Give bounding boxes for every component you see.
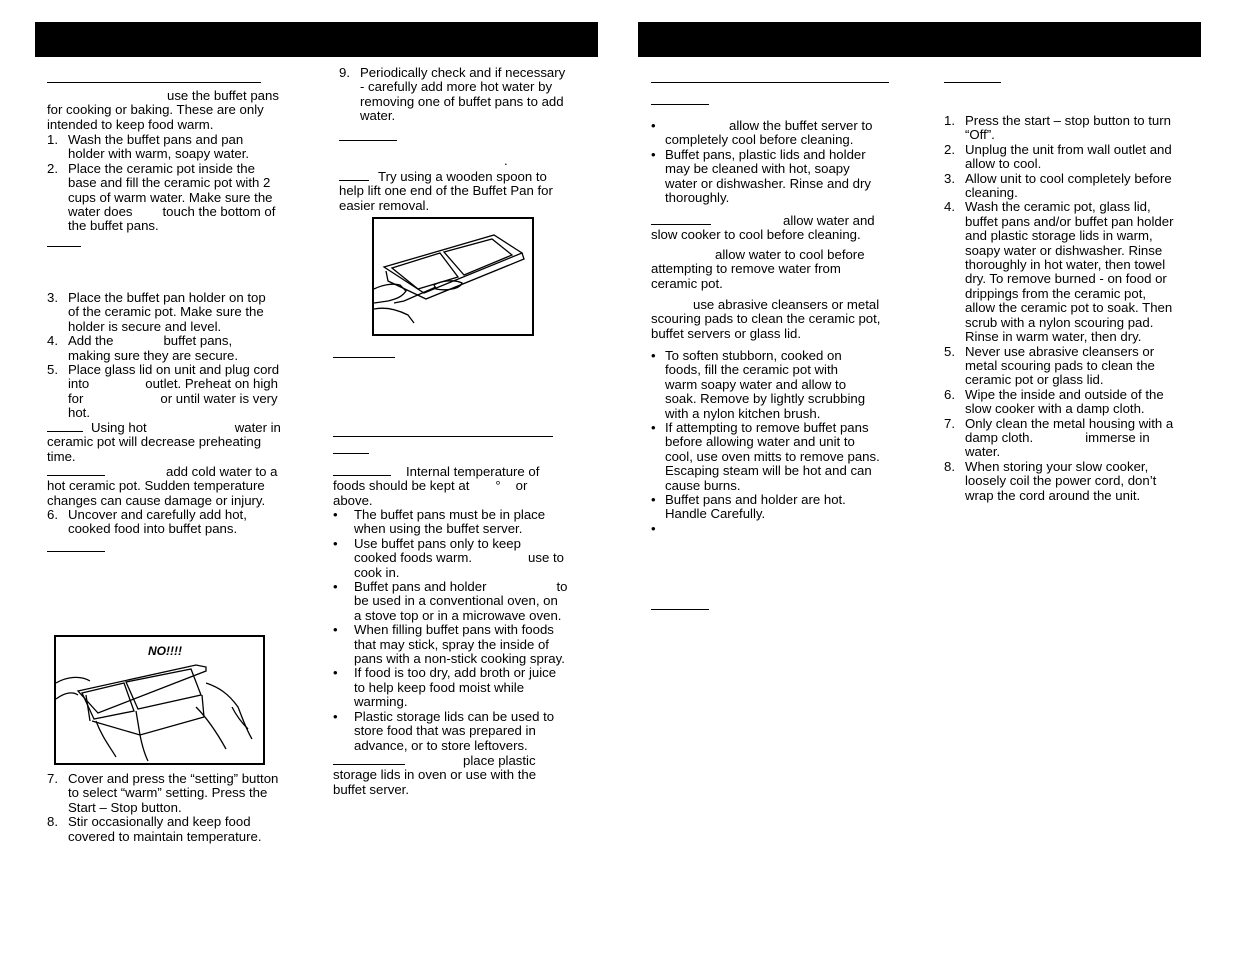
col3-heading-rule	[651, 82, 889, 83]
list-item	[333, 508, 589, 537]
no-warning-label: NO!!!!	[148, 644, 182, 658]
step-text: Periodically check and if necessary	[360, 65, 566, 80]
step-number: 4.	[47, 333, 58, 349]
bullet-text-part: to	[556, 579, 568, 595]
step-text: wrap the cord around the unit.	[965, 487, 1141, 503]
step-text: dry. To remove burned - on food or	[965, 271, 1167, 287]
step-text: cups of warm water. Make sure the	[68, 189, 273, 205]
temp-line	[333, 479, 589, 493]
step-text-part: Add the	[68, 333, 114, 349]
para-line: scouring pads to clean the ceramic pot,	[651, 311, 881, 327]
list-item	[333, 710, 589, 753]
bullet-text: Buffet pans, plastic lids and holder	[665, 146, 866, 162]
step-number: 9.	[339, 65, 350, 80]
tip-line: help lift one end of the Buffet Pan for	[339, 183, 553, 199]
col2-tip	[339, 169, 589, 213]
bullet-text: thoroughly.	[665, 190, 730, 206]
note-text: storage lids in oven or use with the	[333, 767, 537, 783]
tip-text: Try using a wooden spoon to	[378, 169, 547, 184]
step-text: allow to cool.	[965, 156, 1042, 172]
no-handling-illustration	[54, 635, 265, 765]
temp-text: or	[515, 478, 528, 494]
list-item	[944, 200, 1189, 344]
col4-steps	[944, 114, 1189, 503]
list-item	[47, 291, 292, 334]
col2-rule-2	[333, 357, 395, 358]
col1-subheading-rule	[47, 246, 81, 247]
temp-label-rule	[333, 464, 391, 476]
bullet-text: To soften stubborn, cooked on	[665, 348, 842, 363]
bullet-text-part: allow the buffet server to	[729, 118, 873, 133]
step-text-part: or until water is very	[160, 390, 278, 406]
warning-label-rule	[47, 464, 105, 476]
bullet-dot: •	[651, 520, 656, 536]
step-text: When storing your slow cooker,	[965, 458, 1149, 474]
step-text	[68, 392, 292, 406]
para-line: buffet servers or glass lid.	[651, 325, 802, 341]
bullet-text: a stove top or in a microwave oven.	[354, 607, 562, 623]
step-text: Wipe the inside and outside of the	[965, 386, 1164, 402]
step-number: 8.	[47, 814, 58, 830]
step-number: 2.	[944, 141, 955, 157]
list-item	[651, 493, 903, 522]
col1-caution-rule	[47, 551, 105, 552]
step-number: 6.	[47, 507, 58, 522]
list-item	[47, 334, 292, 363]
col1-tip	[47, 420, 292, 464]
plastic-lids-note	[333, 753, 589, 768]
step-text-part: for	[68, 390, 84, 406]
step-number: 2.	[47, 160, 58, 176]
step-text: Place glass lid on unit and plug cord	[68, 362, 280, 378]
para-line: slow cooker to cool before cleaning.	[651, 227, 861, 243]
tip-text: Using hot	[91, 420, 147, 435]
list-item	[651, 119, 903, 148]
step-text: of the ceramic pot. Make sure the	[68, 304, 264, 320]
col2-bullets	[333, 508, 589, 797]
step-text: loosely coil the power cord, don’t	[965, 473, 1157, 489]
para-text: allow water to cool before	[715, 247, 865, 262]
para-line	[651, 248, 903, 262]
bullet-dot: •	[333, 535, 338, 551]
warning-text: add cold water to a	[166, 464, 278, 479]
bullet-text: before allowing water and unit to	[665, 434, 855, 450]
para-label-rule	[651, 213, 711, 225]
list-item	[944, 114, 1189, 143]
step-number: 1.	[944, 113, 955, 128]
left-header-bar	[35, 22, 598, 57]
step-text: base and fill the ceramic pot with 2	[68, 175, 271, 191]
step-text: Uncover and carefully add hot,	[68, 507, 247, 522]
col2-dot	[504, 154, 508, 168]
bullet-dot: •	[333, 708, 338, 724]
step-text: Stir occasionally and keep food	[68, 814, 251, 830]
list-item	[333, 537, 589, 580]
list-item	[339, 66, 589, 124]
col1-warning	[47, 464, 292, 508]
bullet-text: warm soapy water and allow to	[665, 376, 847, 392]
note-text: buffet server.	[333, 781, 409, 797]
step-text: Start – Stop button.	[68, 799, 182, 815]
list-item	[47, 815, 292, 844]
list-item	[944, 388, 1189, 417]
bullet-text: store food that was prepared in	[354, 723, 536, 739]
temp-line	[333, 464, 589, 479]
step-text-part: damp cloth.	[965, 429, 1034, 445]
step-text: metal scouring pads to clean the	[965, 357, 1155, 373]
bullet-text: Buffet pans and holder are hot.	[665, 492, 846, 508]
step-text: Unplug the unit from wall outlet and	[965, 141, 1172, 157]
col1-steps-b	[47, 291, 292, 421]
bullet-text: when using the buffet server.	[354, 521, 523, 537]
bullet-text: water or dishwasher. Rinse and dry	[665, 175, 871, 191]
list-item	[944, 345, 1189, 388]
bullet-text: cause burns.	[665, 477, 741, 493]
bullet-text: The buffet pans must be in place	[354, 507, 546, 522]
bullet-text: If food is too dry, add broth or juice	[354, 665, 557, 681]
step-text: slow cooker with a damp cloth.	[965, 401, 1145, 417]
step-text: Never use abrasive cleansers or	[965, 343, 1155, 359]
bullet-dot: •	[333, 507, 338, 522]
col3-para-1	[651, 213, 903, 243]
step-text	[68, 334, 292, 348]
step-text-part: water does	[68, 204, 133, 220]
bullet-text-part: Buffet pans and holder	[354, 579, 487, 595]
list-item	[651, 148, 903, 206]
wooden-spoon-illustration	[372, 217, 534, 336]
para-line	[651, 298, 903, 312]
col3-bullets-a	[651, 119, 903, 205]
col1-steps-a	[47, 133, 292, 234]
col1-steps-c	[47, 772, 292, 844]
para-text: allow water and	[783, 213, 875, 228]
col3-bottom-rule	[651, 609, 709, 610]
warning-line	[47, 464, 292, 479]
bullet-text	[665, 119, 903, 133]
step-text: scrub with a nylon scouring pad.	[965, 314, 1154, 330]
tip-line	[339, 169, 589, 184]
tip-line: ceramic pot will decrease preheating	[47, 434, 262, 450]
bullet-dot: •	[333, 622, 338, 638]
step-text: hot.	[68, 405, 90, 421]
list-item	[47, 508, 292, 537]
bullet-text: advance, or to store leftovers.	[354, 737, 528, 753]
step-number: 3.	[47, 290, 58, 305]
bullet-text: Escaping steam will be hot and can	[665, 463, 872, 479]
list-item	[333, 580, 589, 623]
col1-intro	[47, 89, 292, 132]
step-text: Allow unit to cool completely before	[965, 170, 1172, 186]
bullet-dot: •	[333, 665, 338, 681]
step-text-part: buffet pans,	[163, 333, 233, 349]
col3-bullets-b	[651, 349, 903, 536]
bullet-text: foods, fill the ceramic pot with	[665, 362, 838, 378]
bullet-dot: •	[333, 579, 338, 595]
bullet-dot: •	[651, 146, 656, 162]
note-text: place plastic	[463, 752, 536, 768]
bullet-text	[354, 580, 589, 594]
list-item	[651, 349, 903, 421]
step-number: 7.	[944, 415, 955, 431]
step-text: buffet pans and/or buffet pan holder	[965, 213, 1174, 229]
list-item	[47, 162, 292, 234]
step-number: 3.	[944, 170, 955, 186]
col2-step9	[339, 66, 589, 124]
bullet-dot: •	[651, 348, 656, 363]
temp-text: Internal temperature of	[406, 464, 540, 479]
col1-step6	[47, 508, 292, 537]
step-text-part: outlet. Preheat on high	[145, 376, 278, 392]
step-text: Place the buffet pan holder on top	[68, 290, 266, 305]
list-item	[944, 143, 1189, 172]
step-text-part: touch the bottom of	[162, 204, 276, 220]
step-text-part: immerse in	[1085, 429, 1150, 445]
step-text: Cover and press the “setting” button	[68, 771, 279, 786]
step-text: “Off”.	[965, 127, 995, 143]
list-item	[47, 772, 292, 815]
step-text: and plastic storage lids in warm,	[965, 228, 1153, 244]
bullet-text: be used in a conventional oven, on	[354, 593, 558, 609]
bullet-text	[354, 551, 589, 565]
step-text: covered to maintain temperature.	[68, 828, 262, 844]
bullet-text: If attempting to remove buffet pans	[665, 420, 869, 436]
bullet-text: may be cleaned with hot, soapy	[665, 161, 850, 177]
bullet-text: with a nylon kitchen brush.	[665, 405, 821, 421]
warning-line: changes can cause damage or injury.	[47, 492, 266, 508]
step-text: cleaning.	[965, 185, 1018, 201]
tip-label-rule	[339, 169, 369, 181]
col3-para-2	[651, 248, 903, 291]
step-text: water.	[360, 108, 396, 124]
temp-line: above.	[333, 492, 373, 508]
step-text: Place the ceramic pot inside the	[68, 160, 255, 176]
step-text: Wash the ceramic pot, glass lid,	[965, 199, 1151, 215]
tip-line: easier removal.	[339, 197, 430, 213]
step-number: 5.	[47, 362, 58, 378]
step-number: 6.	[944, 386, 955, 402]
note-label-rule	[333, 753, 405, 765]
step-text: removing one of buffet pans to add	[360, 93, 564, 109]
para-line	[651, 213, 903, 228]
intro-line: use the buffet pans	[167, 88, 279, 103]
warning-line: hot ceramic pot. Sudden temperature	[47, 478, 265, 494]
step-text: to select “warm” setting. Press the	[68, 785, 268, 801]
list-item	[944, 172, 1189, 201]
list-item	[944, 460, 1189, 503]
list-item	[651, 421, 903, 493]
bullet-text: to help keep food moist while	[354, 679, 525, 695]
tip-line: time.	[47, 448, 76, 464]
bullet-text: warming.	[354, 694, 408, 710]
step-text-part: into	[68, 376, 90, 392]
bullet-text: Use buffet pans only to keep	[354, 535, 521, 551]
pan-lift-drawing	[374, 219, 532, 334]
para-line: attempting to remove water from	[651, 261, 841, 277]
intro-line: for cooking or baking. These are only	[47, 102, 264, 118]
step-text: drippings from the ceramic pot,	[965, 285, 1147, 301]
col2-rule-1	[339, 140, 397, 141]
list-item	[47, 133, 292, 162]
bullet-text-part: use to	[528, 550, 564, 566]
col2-rule-3	[333, 436, 553, 437]
bullet-text-part: cooked foods warm.	[354, 550, 473, 566]
step-text: ceramic pot or glass lid.	[965, 372, 1104, 388]
bullet-text: Handle Carefully.	[665, 506, 766, 522]
step-text	[965, 431, 1189, 445]
bullet-text: When filling buffet pans with foods	[354, 622, 554, 638]
step-text: Press the start – stop button to turn	[965, 113, 1171, 128]
step-text: Wash the buffet pans and pan	[68, 132, 244, 147]
step-text	[68, 377, 292, 391]
list-item	[944, 417, 1189, 460]
col1-heading-rule	[47, 82, 261, 83]
step-text: the buffet pans.	[68, 218, 159, 234]
bullet-text: completely cool before cleaning.	[665, 132, 854, 148]
bullet-dot: •	[651, 492, 656, 508]
intro-line: intended to keep food warm.	[47, 116, 214, 132]
col2-temperature	[333, 464, 589, 508]
step-number: 7.	[47, 771, 58, 786]
list-item	[333, 666, 589, 709]
list-item	[47, 363, 292, 421]
col4-heading-rule	[944, 82, 1001, 83]
step-text: holder with warm, soapy water.	[68, 146, 250, 162]
step-text: making sure they are secure.	[68, 347, 239, 363]
tip-label-rule	[47, 420, 83, 432]
list-item-empty	[651, 522, 903, 536]
degree-symbol: °	[495, 478, 501, 494]
para-line: ceramic pot.	[651, 275, 723, 291]
step-number: 8.	[944, 458, 955, 474]
step-text: thoroughly in hot water, then towel	[965, 257, 1166, 273]
step-text: holder is secure and level.	[68, 318, 222, 334]
step-text: allow the ceramic pot to soak. Then	[965, 300, 1173, 316]
col2-rule-4	[333, 453, 369, 454]
col3-subheading-rule	[651, 104, 709, 105]
right-header-bar	[638, 22, 1201, 57]
step-text: soapy water or dishwasher. Rinse	[965, 242, 1163, 258]
bullet-text: soak. Remove by lightly scrubbing	[665, 391, 866, 407]
bullet-text: pans with a non-stick cooking spray.	[354, 651, 565, 667]
step-text: cooked food into buffet pans.	[68, 521, 238, 537]
step-number: 1.	[47, 132, 58, 147]
step-text	[68, 205, 292, 219]
list-item	[333, 623, 589, 666]
step-text: Rinse in warm water, then dry.	[965, 329, 1142, 345]
para-text: use abrasive cleansers or metal	[693, 297, 880, 312]
step-text: - carefully add more hot water by	[360, 79, 553, 95]
bullet-text: cool, use oven mitts to remove pans.	[665, 448, 880, 464]
step-text: water.	[965, 444, 1001, 460]
bullet-text: that may stick, spray the inside of	[354, 636, 549, 652]
col3-para-3	[651, 298, 903, 341]
step-text: Only clean the metal housing with a	[965, 415, 1174, 431]
step-number: 4.	[944, 199, 955, 215]
bullet-dot: •	[651, 420, 656, 436]
step-number: 5.	[944, 343, 955, 359]
tip-line	[47, 420, 292, 435]
bullet-text: cook in.	[354, 564, 400, 580]
bullet-text: Plastic storage lids can be used to	[354, 708, 555, 724]
stray-period: .	[504, 153, 508, 168]
tip-text: water in	[234, 420, 281, 435]
bullet-dot: •	[651, 118, 656, 133]
temp-text: foods should be kept at	[333, 478, 470, 494]
